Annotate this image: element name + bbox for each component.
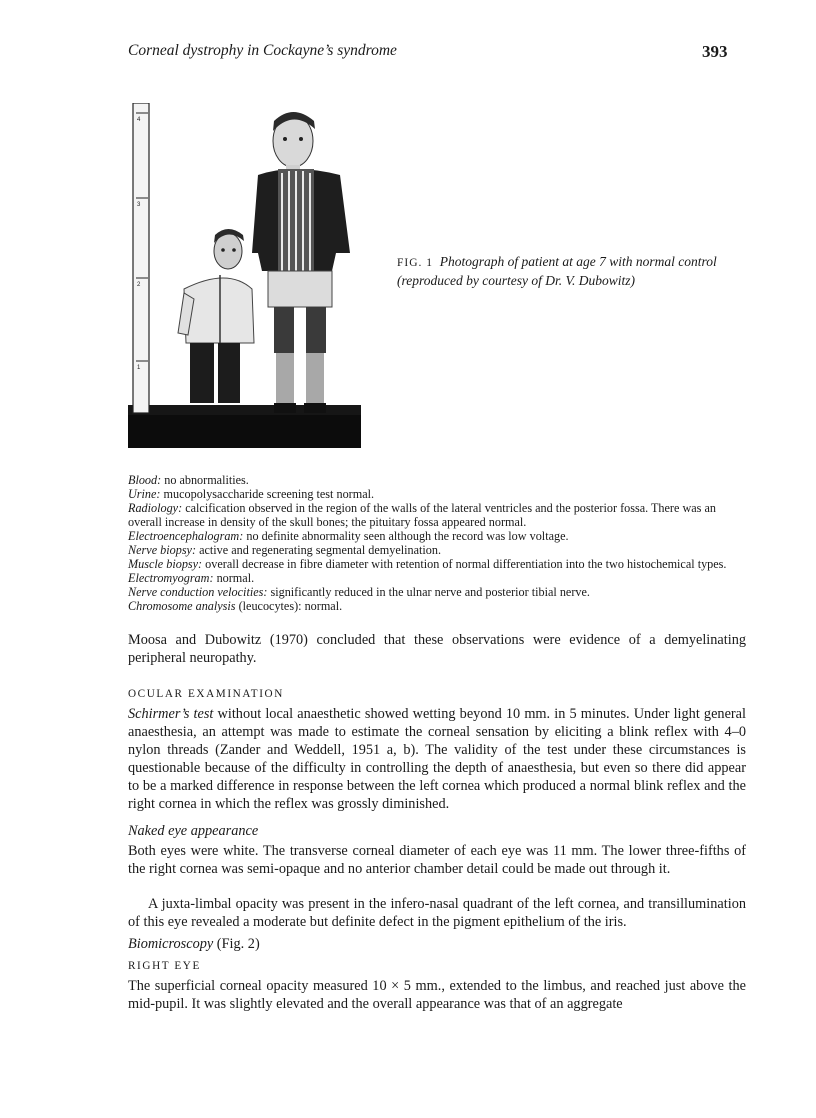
figure-caption-text: Photograph of patient at age 7 with normal control (reproduced by courtesy of Dr. V. Dubowitz): [397, 254, 717, 288]
result-label: Urine:: [128, 487, 161, 501]
result-text: normal.: [213, 571, 255, 585]
figure-label: FIG. 1: [397, 257, 434, 269]
schirmer-text: without local anaesthetic showed wetting beyond 10 mm. in 5 minutes. Under light general anaesthesia, an attempt was made to estimate the corneal sensation by eliciting a blink reflex with 4–0 nylon threads (Zander and Weddell, 1951 a, b). The validity of the test under these circumstances is questionable because of the difficulty in controlling the depth of anaesthesia, but even so there did appear to be a marked difference in response between the left cornea which produced a normal blink reflex and the right cornea in which the reflex was grossly diminished.: [128, 706, 746, 812]
result-text: calcification observed in the region of the walls of the lateral ventricles and the posterior fossa. There was an overall increase in density of the skull bones; the pituitary fossa appeared normal.: [128, 501, 716, 529]
result-line: [128, 571, 746, 585]
page-number: 393: [702, 42, 728, 61]
result-text: mucopolysaccharide screening test normal.: [160, 487, 375, 501]
result-line: [128, 599, 746, 613]
result-label: Electroencephalogram:: [128, 529, 244, 543]
result-line: [128, 501, 746, 529]
ocular-paragraph: [128, 705, 746, 813]
result-label: Blood:: [128, 473, 162, 487]
figure-caption: [397, 253, 757, 290]
naked-eye-paragraph-1: [128, 842, 746, 878]
right-eye-paragraph: [128, 977, 746, 1013]
investigation-results: [128, 473, 746, 613]
result-text: no definite abnormality seen although the record was low voltage.: [243, 529, 569, 543]
conclusion-text: Moosa and Dubowitz (1970) concluded that these observations were evidence of a demyelinating peripheral neuropathy.: [128, 632, 746, 666]
result-label: Chromosome analysis: [128, 599, 236, 613]
result-text: (leucocytes): normal.: [235, 599, 343, 613]
conclusion-paragraph: [128, 631, 746, 667]
biomicroscopy-label: Biomicroscopy: [128, 936, 214, 952]
result-line: [128, 543, 746, 557]
result-text: significantly reduced in the ulnar nerve and posterior tibial nerve.: [267, 585, 590, 599]
result-line: [128, 487, 746, 501]
naked-eye-paragraph-2: [128, 895, 746, 931]
right-eye-text: The superficial corneal opacity measured 10 × 5 mm., extended to the limbus, and reached just above the mid-pupil. It was slightly elevated and the overall appearance was that of an aggregate: [128, 978, 746, 1012]
result-line: [128, 473, 746, 487]
result-line: [128, 585, 746, 599]
naked-eye-text-2: A juxta-limbal opacity was present in the infero-nasal quadrant of the left cornea, and transillumination of this eye revealed a moderate but definite defect in the pigment epithelium of the iris.: [128, 896, 746, 930]
running-title: Corneal dystrophy in Cockayne’s syndrome: [128, 42, 397, 59]
section-heading-ocular: OCULAR EXAMINATION: [128, 688, 284, 700]
result-text: overall decrease in fibre diameter with retention of normal differentiation into the two histochemical types.: [202, 557, 727, 571]
figure-photograph: [128, 103, 361, 448]
result-label: Nerve conduction velocities:: [128, 585, 268, 599]
scale-mark-2: 2: [137, 282, 141, 288]
biomicroscopy-figure-ref: (Fig. 2): [213, 936, 260, 952]
naked-eye-text-1: Both eyes were white. The transverse corneal diameter of each eye was 11 mm. The lower three-fifths of the right cornea was semi-opaque and no anterior chamber detail could be made out through it.: [128, 843, 746, 877]
result-text: active and regenerating segmental demyelination.: [196, 543, 442, 557]
scale-mark-1: 1: [137, 365, 141, 371]
subheading-right-eye: RIGHT EYE: [128, 960, 201, 972]
scale-mark-3: 3: [137, 202, 141, 208]
result-text: no abnormalities.: [161, 473, 249, 487]
result-label: Nerve biopsy:: [128, 543, 197, 557]
result-label: Muscle biopsy:: [128, 557, 203, 571]
scale-mark-4: 4: [137, 117, 141, 123]
subheading-naked-eye: Naked eye appearance: [128, 823, 259, 839]
schirmer-label: Schirmer’s test: [128, 706, 214, 722]
result-label: Electromyogram:: [128, 571, 214, 585]
result-line: [128, 529, 746, 543]
result-label: Radiology:: [128, 501, 183, 515]
subheading-biomicroscopy: [128, 936, 260, 953]
result-line: [128, 557, 746, 571]
